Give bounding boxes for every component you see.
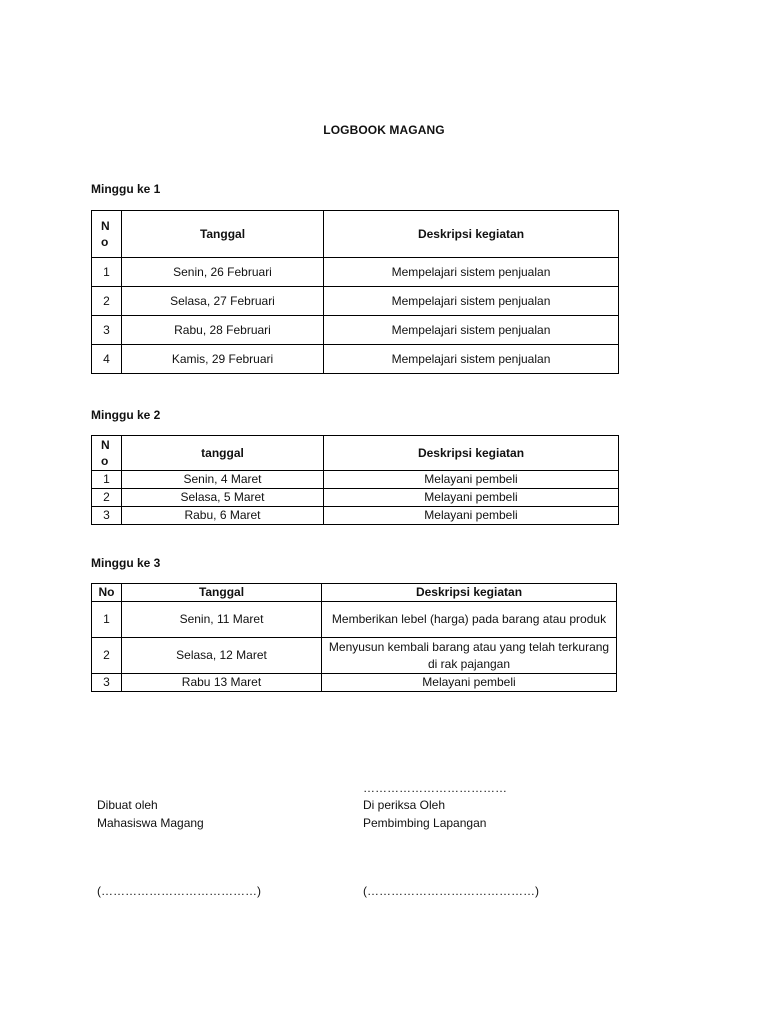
cell-date: Senin, 11 Maret [122, 602, 322, 638]
table-header-row [92, 584, 617, 602]
header-no-line1: N [101, 219, 110, 233]
cell-no: 3 [92, 674, 122, 692]
week-3-label: Minggu ke 3 [91, 556, 161, 570]
cell-desc: Melayani pembeli [324, 507, 619, 525]
cell-no: 1 [92, 258, 122, 287]
table-row [92, 602, 617, 638]
cell-no: 2 [92, 489, 122, 507]
table-row [92, 316, 619, 345]
cell-date: Selasa, 12 Maret [122, 638, 322, 674]
made-by-label: Dibuat oleh [97, 798, 158, 812]
cell-desc: Menyusun kembali barang atau yang telah terkurang di rak pajangan [322, 638, 617, 674]
header-no-line2: o [101, 454, 109, 468]
intern-role-label: Mahasiswa Magang [97, 816, 204, 830]
signature-block-left [97, 796, 204, 832]
week-2-label: Minggu ke 2 [91, 408, 161, 422]
header-desc: Deskripsi kegiatan [324, 211, 619, 258]
cell-desc: Melayani pembeli [322, 674, 617, 692]
header-no [92, 211, 122, 258]
cell-desc: Melayani pembeli [324, 471, 619, 489]
cell-no: 2 [92, 287, 122, 316]
cell-no: 1 [92, 602, 122, 638]
cell-date: Rabu, 28 Februari [122, 316, 324, 345]
header-date: Tanggal [122, 211, 324, 258]
signature-date-placeholder: ……………………………… [363, 781, 507, 795]
cell-no: 3 [92, 316, 122, 345]
header-no: No [92, 584, 122, 602]
table-row [92, 489, 619, 507]
table-row [92, 674, 617, 692]
table-header-row [92, 211, 619, 258]
cell-no: 1 [92, 471, 122, 489]
cell-no: 3 [92, 507, 122, 525]
cell-desc: Mempelajari sistem penjualan [324, 287, 619, 316]
document-title: LOGBOOK MAGANG [323, 123, 445, 137]
week-2-table [91, 435, 619, 525]
table-row [92, 345, 619, 374]
checked-by-label: Di periksa Oleh [363, 798, 446, 812]
header-date: tanggal [122, 436, 324, 471]
cell-desc: Mempelajari sistem penjualan [324, 345, 619, 374]
week-3-table [91, 583, 617, 692]
table-row [92, 507, 619, 525]
cell-no: 2 [92, 638, 122, 674]
header-no [92, 436, 122, 471]
cell-date: Rabu, 6 Maret [122, 507, 324, 525]
header-desc: Deskripsi kegiatan [324, 436, 619, 471]
cell-date: Selasa, 5 Maret [122, 489, 324, 507]
cell-desc: Melayani pembeli [324, 489, 619, 507]
cell-date: Kamis, 29 Februari [122, 345, 324, 374]
week-1-table [91, 210, 619, 374]
cell-date: Selasa, 27 Februari [122, 287, 324, 316]
signature-line-left: (…………………………………) [97, 884, 261, 898]
cell-date: Rabu 13 Maret [122, 674, 322, 692]
header-no-line2: o [101, 235, 109, 249]
header-desc: Deskripsi kegiatan [322, 584, 617, 602]
cell-date: Senin, 4 Maret [122, 471, 324, 489]
header-date: Tanggal [122, 584, 322, 602]
signature-line-right: (……………………………………) [363, 884, 539, 898]
week-1-label: Minggu ke 1 [91, 182, 161, 196]
signature-block-right [363, 796, 486, 832]
cell-no: 4 [92, 345, 122, 374]
table-row [92, 638, 617, 674]
table-header-row [92, 436, 619, 471]
table-row [92, 287, 619, 316]
supervisor-role-label: Pembimbing Lapangan [363, 816, 487, 830]
cell-date: Senin, 26 Februari [122, 258, 324, 287]
table-row [92, 471, 619, 489]
table-row [92, 258, 619, 287]
cell-desc: Mempelajari sistem penjualan [324, 258, 619, 287]
cell-desc: Memberikan lebel (harga) pada barang atau produk [322, 602, 617, 638]
cell-desc: Mempelajari sistem penjualan [324, 316, 619, 345]
header-no-line1: N [101, 438, 110, 452]
